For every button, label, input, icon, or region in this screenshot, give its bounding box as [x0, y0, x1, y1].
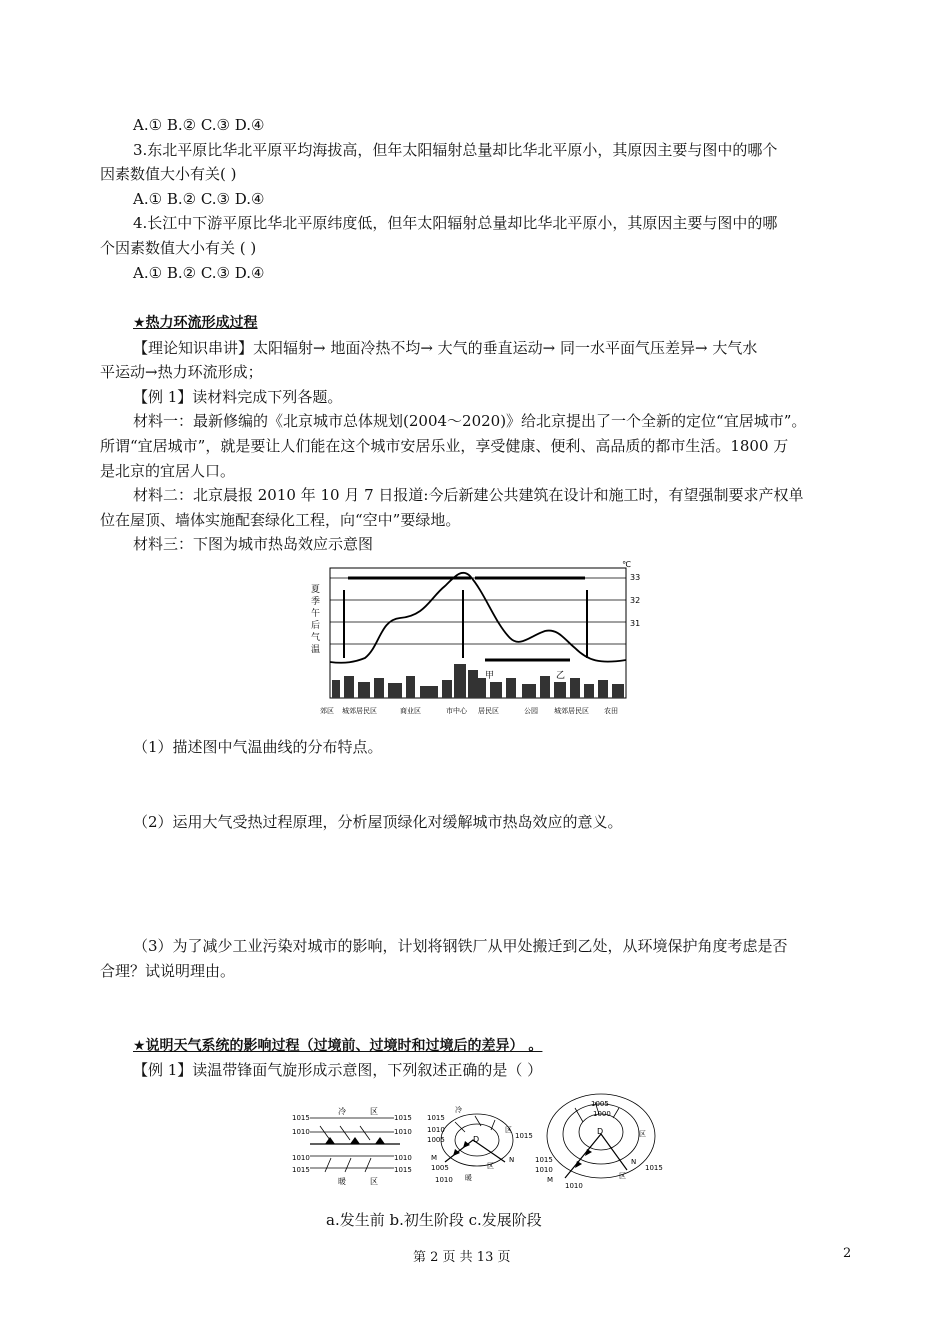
- svg-text:1015: 1015: [515, 1132, 533, 1140]
- answer-options-q2: A.① B.② C.③ D.④: [133, 116, 265, 134]
- zone-suburb: 郊区: [320, 707, 334, 715]
- svg-text:1010: 1010: [394, 1154, 412, 1162]
- label-jia: 甲: [485, 671, 495, 681]
- tick-32: 32: [630, 596, 640, 605]
- material-3: 材料三：下图为城市热岛效应示意图: [133, 535, 374, 553]
- svg-text:1010: 1010: [535, 1166, 553, 1174]
- section-heading-weather-system: ★说明天气系统的影响过程（过境前、过境时和过境后的差异） 。: [133, 1038, 543, 1054]
- sub-question-3: （3）为了减少工业污染对城市的影响，计划将钢铁厂从甲处搬迁到乙处，从环境保护角度考虑是否: [133, 937, 788, 955]
- answer-options-q4: A.① B.② C.③ D.④: [133, 264, 265, 282]
- question-3: 3.东北平原比华北平原平均海拔高，但年太阳辐射总量却比华北平原小，其原因主要与图中的哪个: [133, 141, 778, 159]
- cyclone-captions: a.发生前 b.初生阶段 c.发展阶段: [326, 1211, 542, 1229]
- tick-33: 33: [630, 573, 640, 582]
- svg-text:1015: 1015: [394, 1114, 412, 1122]
- y-axis-label: 夏季午后气温: [309, 584, 319, 656]
- material-1-end: 是北京的宜居人口。: [100, 462, 236, 480]
- svg-text:1010: 1010: [292, 1154, 310, 1162]
- svg-text:区: 区: [487, 1162, 494, 1170]
- cyclone-panel-c: [535, 1092, 665, 1192]
- zone-commercial: 商业区: [400, 707, 421, 715]
- svg-text:暖: 暖: [465, 1174, 472, 1182]
- warm-label: 暖: [338, 1177, 346, 1186]
- svg-text:D: D: [597, 1127, 604, 1136]
- svg-text:区: 区: [505, 1126, 512, 1134]
- svg-text:1010: 1010: [565, 1182, 583, 1190]
- unit-label: ℃: [622, 560, 631, 569]
- cyclone-panel-a: [290, 1102, 415, 1187]
- material-2: 材料二：北京晨报 2010 年 10 月 7 日报道:今后新建公共建筑在设计和施工时，有望强制要求产权单: [133, 486, 804, 504]
- section-heading-heat-circulation: ★热力环流形成过程: [133, 315, 258, 331]
- answer-options-q3: A.① B.② C.③ D.④: [133, 190, 265, 208]
- svg-text:1005: 1005: [431, 1164, 449, 1172]
- svg-text:1015: 1015: [292, 1166, 310, 1174]
- svg-text:1015: 1015: [427, 1114, 445, 1122]
- page-footer: 第 2 页 共 13 页: [413, 1250, 511, 1265]
- material-1: 材料一：最新修编的《北京城市总体规划(2004～2020)》给北京提出了一个全新的定位“宜居城市”。: [133, 412, 807, 430]
- svg-text:N: N: [509, 1156, 515, 1164]
- zone-residential: 居民区: [478, 707, 499, 715]
- sub-question-1: （1）描述图中气温曲线的分布特点。: [133, 738, 383, 756]
- svg-text:1015: 1015: [394, 1166, 412, 1174]
- svg-text:1005: 1005: [427, 1136, 445, 1144]
- svg-text:区: 区: [619, 1172, 626, 1180]
- material-2-cont: 位在屋顶、墙体实施配套绿化工程，向“空中”要绿地。: [100, 511, 461, 529]
- svg-text:1010: 1010: [435, 1176, 453, 1184]
- page-number: 2: [843, 1246, 852, 1261]
- svg-text:M: M: [547, 1176, 554, 1184]
- svg-text:冷: 冷: [455, 1106, 462, 1114]
- question-3-cont: 因素数值大小有关( ): [100, 165, 237, 183]
- zone-park: 公园: [524, 707, 538, 715]
- svg-text:1015: 1015: [535, 1156, 553, 1164]
- tick-31: 31: [630, 619, 640, 628]
- example-1: 【例 1】读材料完成下列各题。: [133, 388, 343, 406]
- sub-question-2: （2）运用大气受热过程原理，分析屋顶绿化对缓解城市热岛效应的意义。: [133, 813, 623, 831]
- theory-line: 【理论知识串讲】太阳辐射→ 地面冷热不均→ 大气的垂直运动→ 同一水平面气压差异→ 大气水: [133, 339, 758, 357]
- theory-line-cont: 平运动→热力环流形成；: [100, 363, 263, 381]
- svg-text:区: 区: [370, 1177, 378, 1186]
- heat-island-figure: [300, 558, 640, 718]
- question-4-cont: 个因素数值大小有关 ( ): [100, 239, 257, 257]
- low-pressure-label: D: [473, 1135, 480, 1144]
- label-yi: 乙: [556, 671, 566, 681]
- svg-text:1000: 1000: [593, 1110, 611, 1118]
- svg-text:1010: 1010: [427, 1126, 445, 1134]
- svg-text:N: N: [631, 1158, 637, 1166]
- svg-text:1005: 1005: [591, 1100, 609, 1108]
- zone-center: 市中心: [446, 707, 467, 715]
- zone-suburban-residential: 城郊居民区: [342, 707, 377, 715]
- example-1-cyclone: 【例 1】读温带锋面气旋形成示意图，下列叙述正确的是（ ）: [133, 1061, 543, 1079]
- cyclone-panel-b: [425, 1102, 540, 1187]
- svg-text:1010: 1010: [394, 1128, 412, 1136]
- svg-text:M: M: [431, 1154, 438, 1162]
- material-1-cont: 所谓“宜居城市”，就是要让人们能在这个城市安居乐业，享受健康、便利、高品质的都市生活。1800 万: [100, 437, 789, 455]
- zone-farmland: 农田: [604, 707, 618, 715]
- question-4: 4.长江中下游平原比华北平原纬度低，但年太阳辐射总量却比华北平原小，其原因主要与图中的哪: [133, 214, 778, 232]
- svg-text:区: 区: [639, 1130, 646, 1138]
- sub-question-3-cont: 合理？试说明理由。: [100, 962, 236, 980]
- zone-label: 区: [370, 1107, 378, 1116]
- cold-label: 冷: [338, 1107, 346, 1116]
- zone-suburban-residential-2: 城郊居民区: [554, 707, 589, 715]
- svg-text:1010: 1010: [292, 1128, 310, 1136]
- svg-text:1015: 1015: [645, 1164, 663, 1172]
- svg-text:1015: 1015: [292, 1114, 310, 1122]
